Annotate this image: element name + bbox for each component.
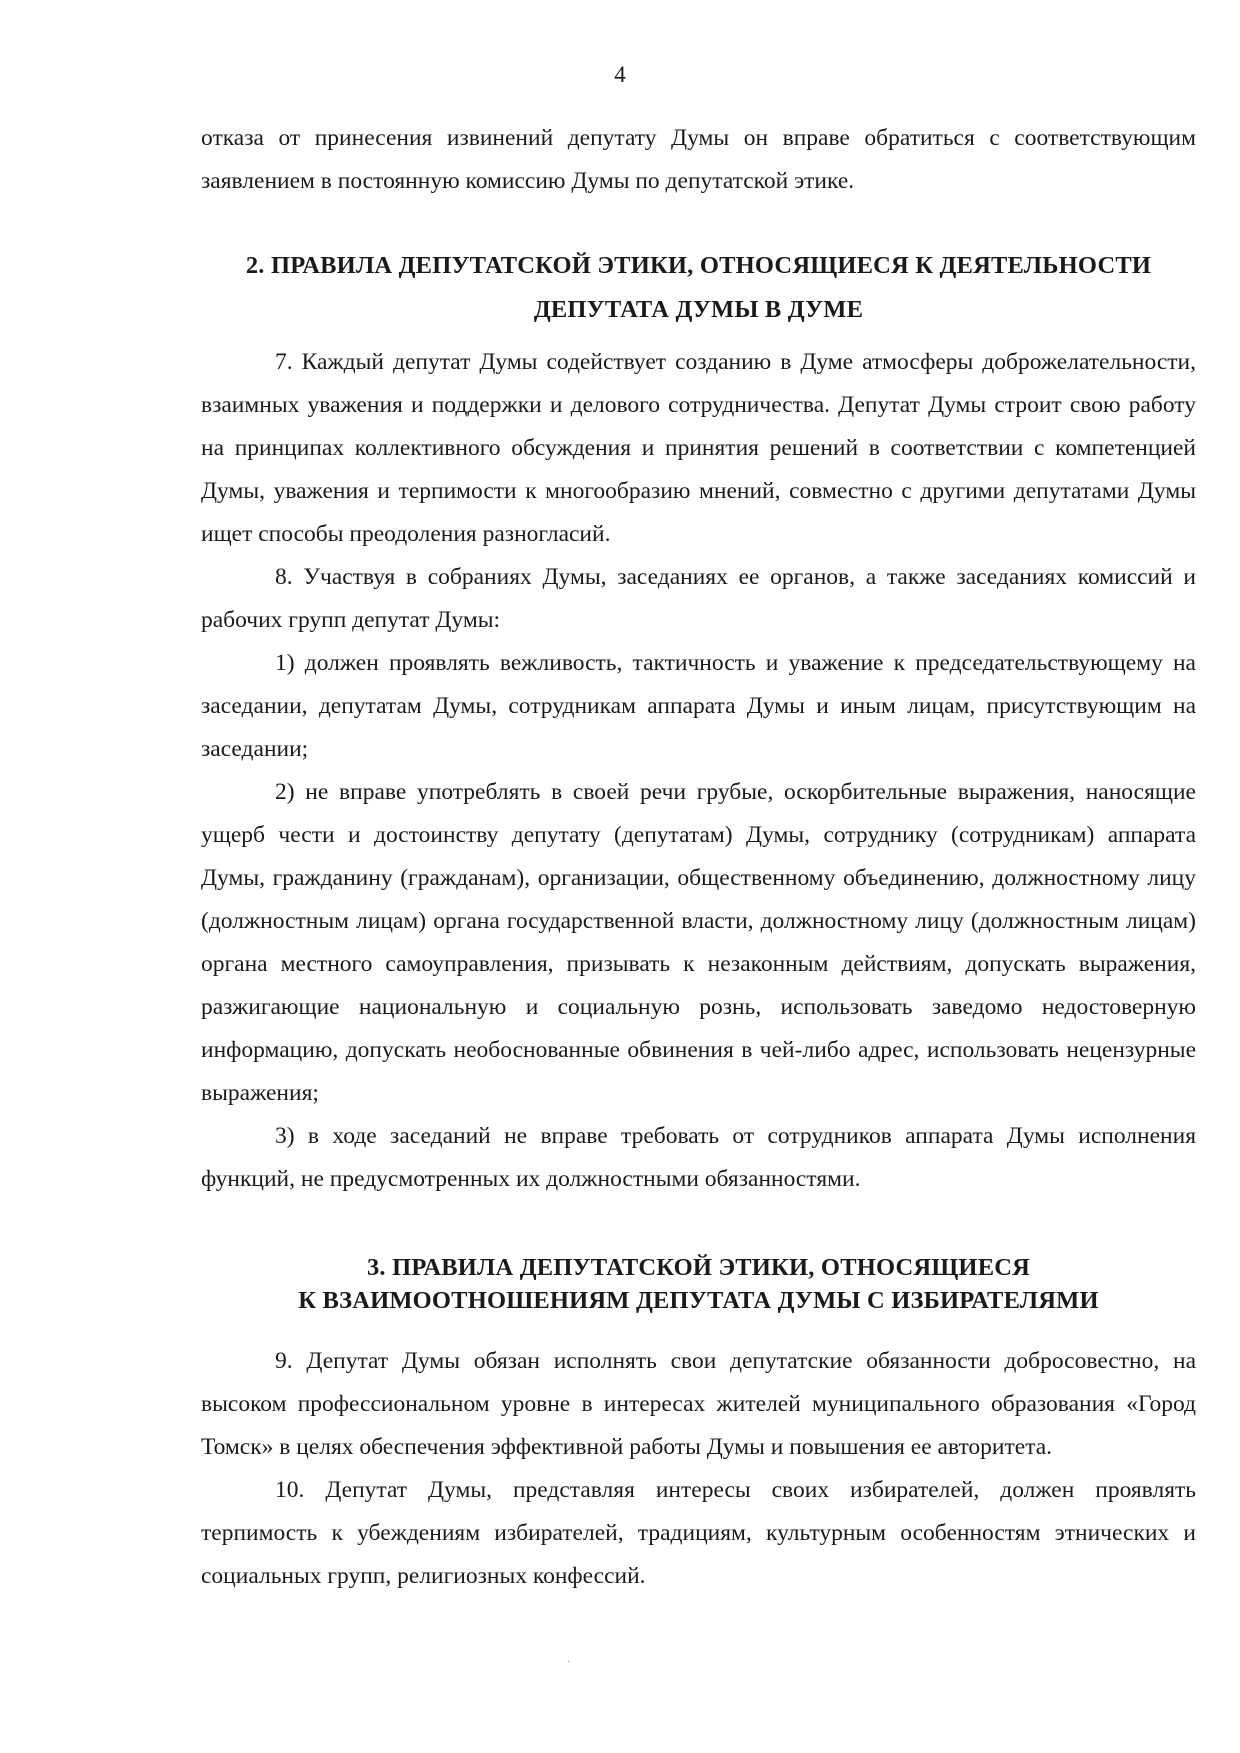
section-3-heading-line-1: 3. ПРАВИЛА ДЕПУТАТСКОЙ ЭТИКИ, ОТНОСЯЩИЕСЯ (366, 1254, 1031, 1281)
paragraph-7: 7. Каждый депутат Думы содействует созданию в Думе атмосферы доброжелательности, взаимных уважения и поддержки и делового сотрудничества. Депутат Думы строит свою работу на принципах коллективного обсуждения и принятия решений в соответствии с компетенцией Думы, уважения и терпимости к многообразию мнений, совместно с другими депутатами Думы ищет способы преодоления разногласий. (201, 349, 1196, 547)
scan-speck: · (567, 1657, 571, 1668)
section-2-heading-line-2: ДЕПУТАТА ДУМЫ В ДУМЕ (533, 296, 864, 323)
section-2-heading (201, 244, 1196, 332)
section-3-heading-line-2: К ВЗАИМООТНОШЕНИЯМ ДЕПУТАТА ДУМЫ С ИЗБИРАТЕЛЯМИ (298, 1287, 1099, 1314)
section-3-heading (201, 1251, 1196, 1317)
paragraph-8-item-1: 1) должен проявлять вежливость, тактичность и уважение к председательствующему на заседании, депутатам Думы, сотрудникам аппарата Думы и иным лицам, присутствующим на заседании; (201, 650, 1196, 762)
intro-paragraph: отказа от принесения извинений депутату Думы он вправе обратиться с соответствующим заявлением в постоянную комиссию Думы по депутатской этике. (201, 125, 1196, 194)
paragraph-8-item-2: 2) не вправе употреблять в своей речи грубые, оскорбительные выражения, наносящие ущерб чести и достоинству депутату (депутатам) Думы, сотруднику (сотрудникам) аппарата Думы, гражданину (гражданам), организации, общественному объединению, должностному лицу (должностным лицам) органа государственной власти, должностному лицу (должностным лицам) органа местного самоуправления, призывать к незаконным действиям, допускать выражения, разжигающие национальную и социальную рознь, использовать заведомо недостоверную информацию, допускать необоснованные обвинения в чей-либо адрес, использовать нецензурные выражения; (201, 779, 1196, 1106)
paragraph-8: 8. Участвуя в собраниях Думы, заседаниях ее органов, а также заседаниях комиссий и рабочих групп депутат Думы: (201, 564, 1196, 633)
section-2-heading-line-1: 2. ПРАВИЛА ДЕПУТАТСКОЙ ЭТИКИ, ОТНОСЯЩИЕСЯ К ДЕЯТЕЛЬНОСТИ (245, 252, 1152, 279)
page-number: 4 (614, 62, 626, 87)
paragraph-10: 10. Депутат Думы, представляя интересы своих избирателей, должен проявлять терпимость к убеждениям избирателей, традициям, культурным особенностям этнических и социальных групп, религиозных конфессий. (201, 1477, 1196, 1589)
paragraph-9: 9. Депутат Думы обязан исполнять свои депутатские обязанности добросовестно, на высоком профессиональном уровне в интересах жителей муниципального образования «Город Томск» в целях обеспечения эффективной работы Думы и повышения ее авторитета. (201, 1348, 1196, 1460)
paragraph-8-item-3: 3) в ходе заседаний не вправе требовать от сотрудников аппарата Думы исполнения функций, не предусмотренных их должностными обязанностями. (201, 1123, 1196, 1192)
